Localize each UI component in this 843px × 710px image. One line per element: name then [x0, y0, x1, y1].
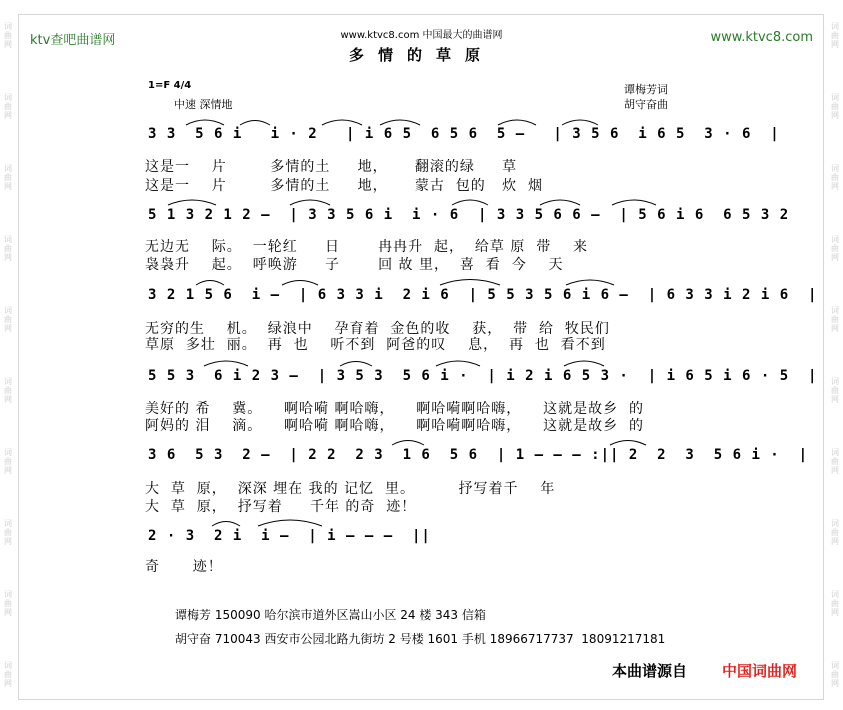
watermark-text: 词曲网 [4, 306, 12, 333]
watermark-text: 词曲网 [831, 377, 839, 404]
lyricist-address: 谭梅芳 150090 哈尔滨市道外区嵩山小区 24 楼 343 信箱 [175, 608, 486, 622]
watermark-text: 词曲网 [831, 93, 839, 120]
brand-link-left[interactable]: ktv查吧曲谱网 [30, 33, 116, 48]
lyric-line: 这是一 片 多情的土 地， 蒙古 包的 炊 烟 [145, 178, 544, 194]
watermark-text: 词曲网 [831, 661, 839, 688]
lyric-line: 大 草 原， 抒写着 千年 的奇 迹！ [145, 499, 417, 515]
lyricist-credit: 谭梅芳词 [624, 83, 668, 96]
lyric-line: 草原 多壮 丽。 再 也 听不到 阿爸的叹 息， 再 也 看不到 [145, 337, 606, 353]
lyric-line: 袅袅升 起。 呼唤游 子 回 故 里， 喜 看 今 天 [145, 257, 564, 273]
site-banner: www.ktvc8.com 中国最大的曲谱网 [340, 30, 503, 41]
watermark-text: 词曲网 [4, 519, 12, 546]
brand-link-right[interactable]: www.ktvc8.com [710, 30, 813, 45]
watermark-right [828, 0, 842, 710]
watermark-text: 词曲网 [4, 590, 12, 617]
tempo-marking: 中速 深情地 [174, 98, 233, 111]
watermark-text: 词曲网 [831, 448, 839, 475]
source-brand-link[interactable]: 中国词曲网 [722, 662, 798, 680]
page-title: 多情的草原 [348, 46, 494, 64]
lyric-line: 奇 迹！ [145, 559, 223, 575]
watermark-text: 词曲网 [831, 590, 839, 617]
lyric-line: 无边无 际。 一轮红 日 冉冉升 起， 给草 原 带 来 [145, 239, 589, 255]
composer-credit: 胡守奋曲 [624, 98, 668, 111]
watermark-text: 词曲网 [4, 661, 12, 688]
lyric-line: 无穷的生 机。 绿浪中 孕育着 金色的收 获， 带 给 牧民们 [145, 321, 610, 337]
notation-row: 2 · 3 2 i i — | i — — — || [148, 528, 431, 544]
composer-address: 胡守奋 710043 西安市公园北路九街坊 2 号楼 1601 手机 18966717737 18091217181 [175, 632, 666, 646]
notation-row: 5 5 3 6 i 2 3 — | 3 5 3 5 6 i · | i 2 i 6 5 3 · | i 6 5 i 6 · 5 | [148, 368, 818, 384]
watermark-left [1, 0, 15, 710]
watermark-text: 词曲网 [831, 235, 839, 262]
watermark-text: 词曲网 [4, 377, 12, 404]
watermark-text: 词曲网 [4, 22, 12, 49]
source-label: 本曲谱源自 [612, 662, 688, 680]
watermark-text: 词曲网 [4, 235, 12, 262]
watermark-text: 词曲网 [4, 448, 12, 475]
page-frame [18, 14, 824, 700]
notation-row: 3 6 5 3 2 — | 2 2 2 3 1 6 5 6 | 1 — — — :|| 2 2 3 5 6 i · | [148, 447, 809, 463]
watermark-text: 词曲网 [4, 164, 12, 191]
watermark-text: 词曲网 [831, 519, 839, 546]
lyric-line: 美好的 希 冀。 啊哈嗬 啊哈嗨， 啊哈嗬啊哈嗨， 这就是故乡 的 [145, 401, 645, 417]
watermark-text: 词曲网 [831, 306, 839, 333]
lyric-line: 这是一 片 多情的土 地， 翻滚的绿 草 [145, 159, 518, 175]
watermark-text: 词曲网 [4, 93, 12, 120]
key-signature: 1=F 4/4 [148, 80, 192, 91]
watermark-text: 词曲网 [831, 164, 839, 191]
lyric-line: 阿妈的 泪 滴。 啊哈嗬 啊哈嗨， 啊哈嗬啊哈嗨， 这就是故乡 的 [145, 418, 645, 434]
watermark-text: 词曲网 [831, 22, 839, 49]
notation-row: 5 1 3 2 1 2 — | 3 3 5 6 i i · 6 | 3 3 5 6 6 — | 5 6 i 6 6 5 3 2 [148, 207, 790, 223]
notation-row: 3 2 1 5 6 i — | 6 3 3 i 2 i 6 | 5 5 3 5 6 i 6 — | 6 3 3 i 2 i 6 | [148, 287, 818, 303]
notation-row: 3 3 5 6 i i · 2 | i 6 5 6 5 6 5 — | 3 5 6 i 6 5 3 · 6 | [148, 126, 780, 142]
lyric-line: 大 草 原， 深深 埋在 我的 记忆 里。 抒写着千 年 [145, 481, 556, 497]
